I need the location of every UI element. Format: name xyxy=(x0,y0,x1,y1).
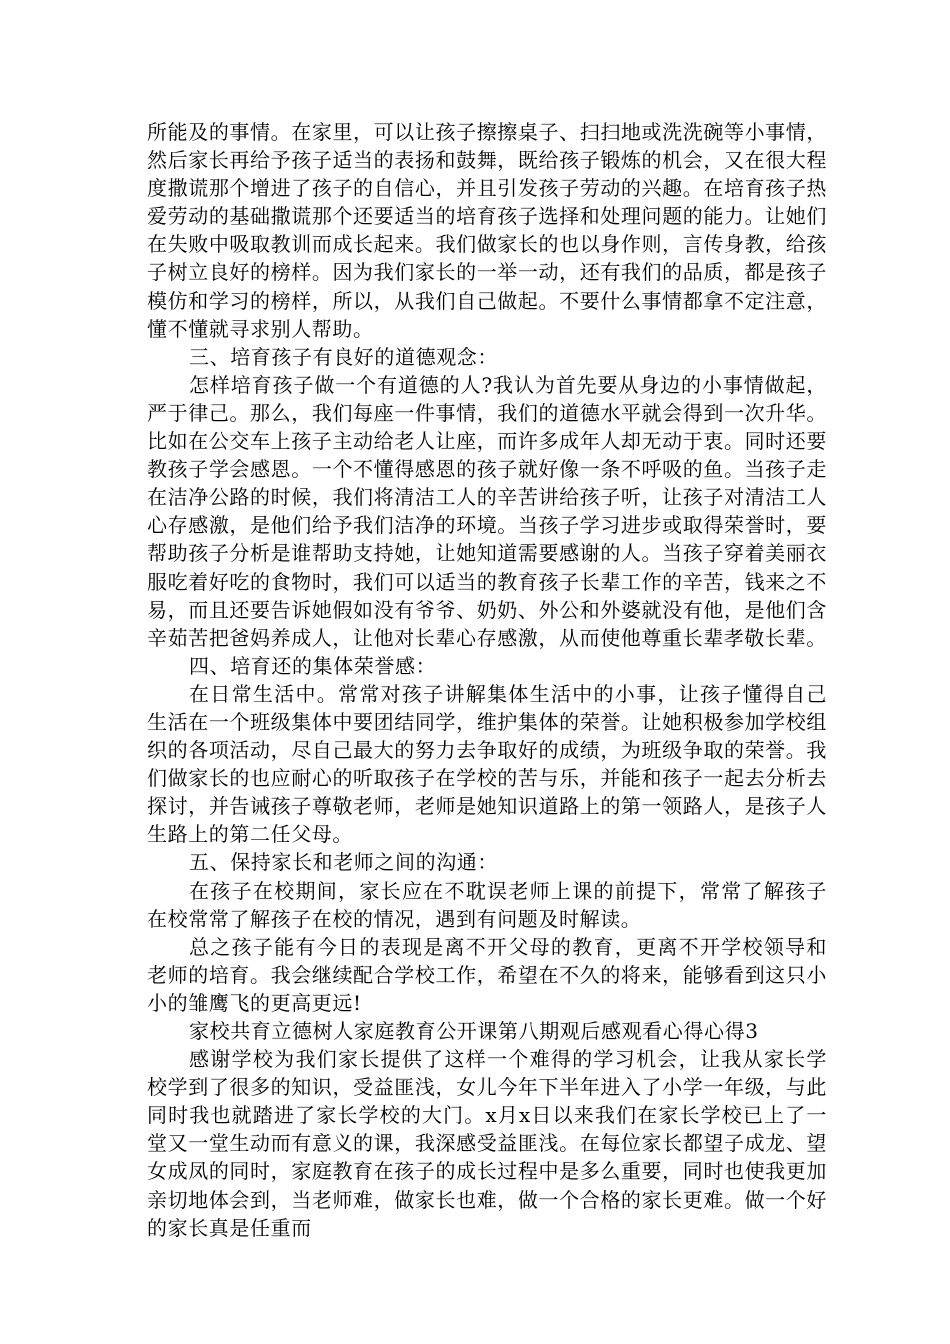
paragraph-conclusion: 总之孩子能有今日的表现是离不开父母的教育，更离不开学校领导和老师的培育。我会继续配合学校工作，希望在不久的将来，能够看到这只小小的雏鹰飞的更高更远! xyxy=(147,934,827,1015)
paragraph-gratitude: 感谢学校为我们家长提供了这样一个难得的学习机会，让我从家长学校学到了很多的知识，受益匪浅，女儿今年下半年进入了小学一年级，与此同时我也就踏进了家长学校的大门。x月x日以来我们在家长学校已上了一堂又一堂生动而有意义的课，我深感受益匪浅。在每位家长都望子成龙、望女成凤的同时，家庭教育在孩子的成长过程中是多么重要，同时也使我更加亲切地体会到，当老师难，做家长也难，做一个合格的家长更难。做一个好的家长真是任重而 xyxy=(147,1047,827,1240)
document-body xyxy=(147,118,827,1242)
paragraph-communication: 在孩子在校期间，家长应在不耽误老师上课的前提下，常常了解孩子在校常常了解孩子在校的情况，遇到有问题及时解读。 xyxy=(147,878,827,931)
section-heading-four: 四、培育还的集体荣誉感： xyxy=(189,653,437,678)
section-heading-five: 五、保持家长和老师之间的沟通： xyxy=(189,850,498,875)
section-heading-three: 三、培育孩子有良好的道德观念： xyxy=(189,344,498,369)
paragraph-continuation: 所能及的事情。在家里，可以让孩子擦擦桌子、扫扫地或洗洗碗等小事情，然后家长再给予孩子适当的表扬和鼓舞，既给孩子锻炼的机会，又在很大程度撒谎那个增进了孩子的自信心，并且引发孩子劳动的兴趣。在培育孩子热爱劳动的基础撒谎那个还要适当的培育孩子选择和处理问题的能力。让她们在失败中吸取教训而成长起来。我们做家长的也以身作则，言传身教，给孩子树立良好的榜样。因为我们家长的一举一动，还有我们的品质，都是孩子模仿和学习的榜样，所以，从我们自己做起。不要什么事情都拿不定注意，懂不懂就寻求别人帮助。 xyxy=(147,120,827,341)
paragraph-collective-honor: 在日常生活中。常常对孩子讲解集体生活中的小事，让孩子懂得自己生活在一个班级集体中要团结同学，维护集体的荣誉。让她积极参加学校组织的各项活动，尽自己最大的努力去争取好的成绩，为班级争取的荣誉。我们做家长的也应耐心的听取孩子在学校的苦与乐，并能和孩子一起去分析去探讨，并告诫孩子尊敬老师，老师是她知识道路上的第一领路人，是孩子人生路上的第二任父母。 xyxy=(147,681,827,847)
paragraph-moral-education: 怎样培育孩子做一个有道德的人?我认为首先要从身边的小事情做起，严于律己。那么，我们每座一件事情，我们的道德水平就会得到一次升华。比如在公交车上孩子主动给老人让座，而许多成年人却无动于衷。同时还要教孩子学会感恩。一个不懂得感恩的孩子就好像一条不呼吸的鱼。当孩子走在洁净公路的时候，我们将清洁工人的辛苦讲给孩子听，让孩子对清洁工人心存感激，是他们给予我们洁净的环境。当孩子学习进步或取得荣誉时，要帮助孩子分析是谁帮助支持她，让她知道需要感谢的人。当孩子穿着美丽衣服吃着好吃的食物时，我们可以适当的教育孩子长辈工作的辛苦，钱来之不易，而且还要告诉她假如没有爷爷、奶奶、外公和外婆就没有他，是他们含辛茹苦把爸妈养成人，让他对长辈心存感激，从而使他尊重长辈孝敬长辈。 xyxy=(147,372,827,650)
article-title-3: 家校共育立德树人家庭教育公开课第八期观后感观看心得心得3 xyxy=(189,1019,759,1043)
